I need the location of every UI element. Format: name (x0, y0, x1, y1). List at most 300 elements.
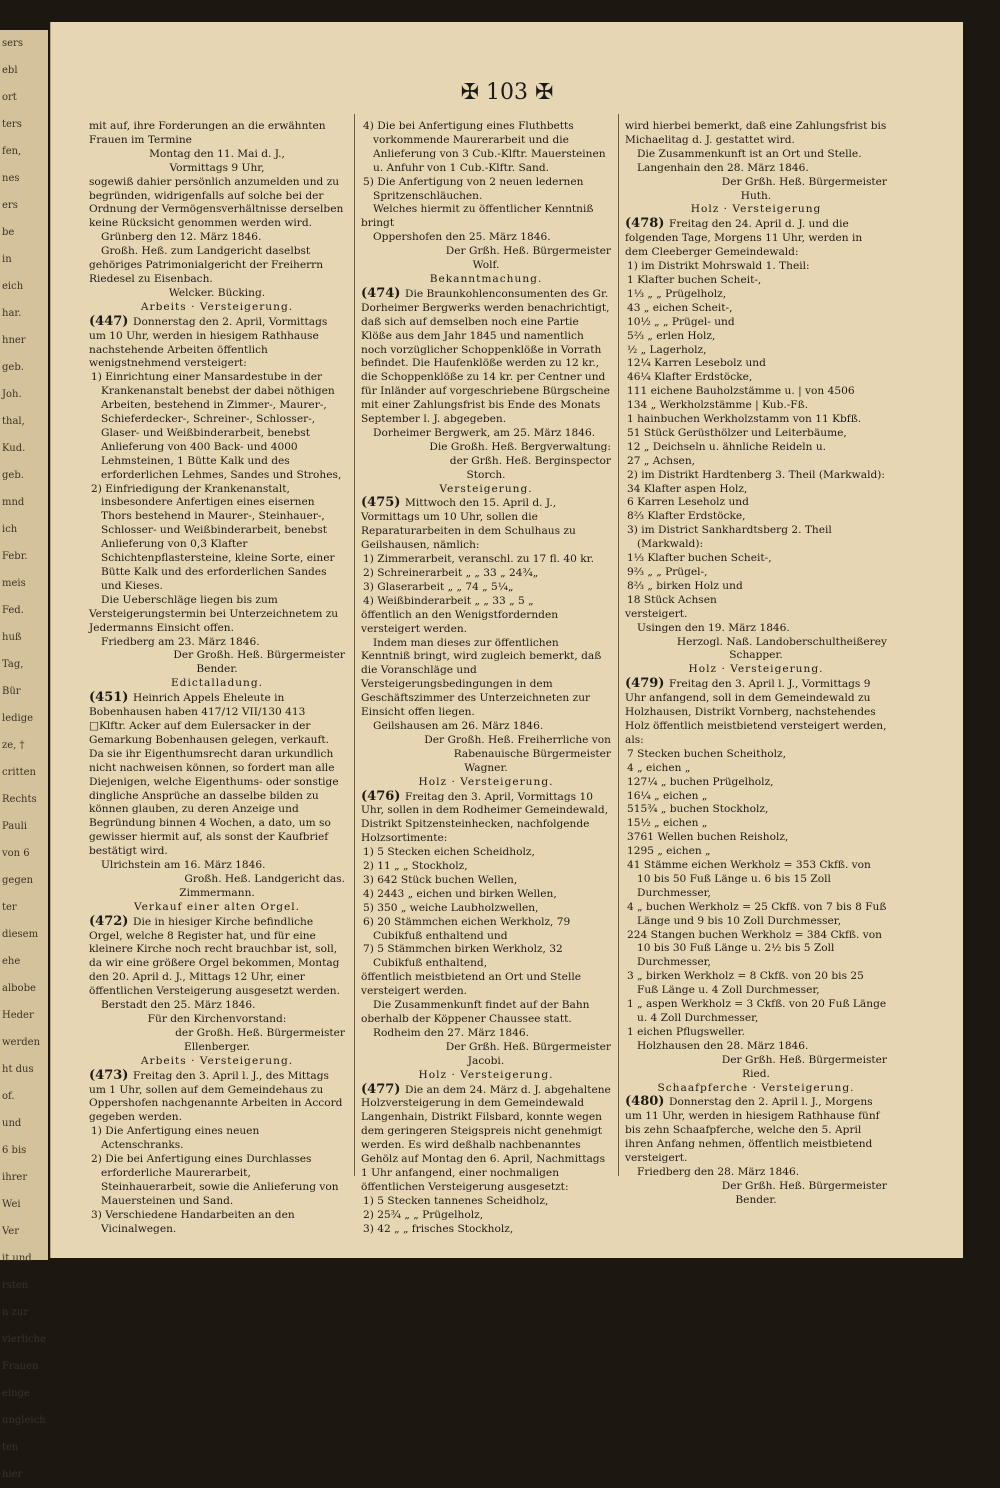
previous-page-fragment: ihrer (2, 1172, 28, 1183)
text-line (361, 231, 611, 245)
text: 3) 42 „ „ frisches Stockholz, (363, 1222, 514, 1235)
text-line (625, 217, 887, 260)
text-line (89, 1153, 345, 1209)
section-heading (89, 901, 345, 915)
text: Berstadt den 25. März 1846. (101, 999, 256, 1012)
previous-page-fragment: werden (2, 1037, 41, 1048)
text: Der Grßh. Heß. Bürgermeister (721, 1179, 887, 1192)
text: 224 Stangen buchen Werkholz = 384 Ckfß. von 10 bis 30 Fuß Länge u. 2½ bis 5 Zoll Durchmesser, (627, 928, 882, 969)
text-line (361, 860, 611, 874)
text-line (625, 385, 887, 399)
notice-number: (477) (361, 1081, 405, 1097)
text-line (625, 524, 887, 552)
text: 4) Weißbinderarbeit „ „ 33 „ 5 „ (363, 594, 534, 607)
text: Holz · Versteigerung. (418, 1068, 554, 1081)
previous-page-fragment: eich (2, 281, 24, 292)
text: Freitag den 3. April l. J., des Mittags um 1 Uhr, sollen auf dem Gemeindehaus zu Oppershofen nachgenannte Arbeiten in Accord gegeben werden. (89, 1069, 343, 1124)
previous-page-fragment: of. (2, 1091, 15, 1102)
text: 51 Stück Gerüsthölzer und Leiterbäume, (627, 426, 847, 439)
text-line (361, 203, 611, 231)
text-line (625, 371, 887, 385)
text-line (89, 649, 345, 663)
text: Verkauf einer alten Orgel. (133, 900, 300, 913)
text: wird hierbei bemerkt, daß eine Zahlungsfrist bis Michaelitag d. J. gestattet wird. (625, 120, 887, 146)
text-line (625, 845, 887, 859)
previous-page-fragment: Wei (2, 1199, 21, 1210)
text-line (625, 790, 887, 804)
text: der Grßh. Heß. Berginspector (449, 454, 611, 467)
text-line (625, 357, 887, 371)
previous-page-fragment: Heder (2, 1010, 34, 1021)
text-line (625, 859, 887, 901)
text-line (89, 1013, 345, 1027)
previous-page-fragment: geb. (2, 362, 24, 373)
previous-page-fragment: huß (2, 632, 22, 643)
text-line (361, 581, 611, 595)
notice-number: (474) (361, 285, 405, 301)
text-line (625, 803, 887, 817)
text: Die Ueberschläge liegen bis zum Versteigerungstermin bei Unterzeichnetem zu Jedermanns Einsicht offen. (89, 593, 339, 634)
text: Der Großh. Heß. Bürgermeister (173, 649, 345, 662)
text: 5⅔ „ erlen Holz, (627, 329, 716, 342)
text-line (89, 245, 345, 287)
text-line (625, 274, 887, 288)
previous-page-fragment: critten (2, 767, 36, 778)
text: 1 „ aspen Werkholz = 3 Ckfß. von 20 Fuß Länge u. 4 Zoll Durchmesser, (627, 998, 887, 1024)
text-line (361, 1195, 611, 1209)
text-line (89, 915, 345, 999)
previous-page-fragment: be (2, 227, 15, 238)
text-line (625, 677, 887, 748)
notice-number: (480) (625, 1094, 669, 1110)
text-line (625, 929, 887, 971)
text-line (625, 413, 887, 427)
section-heading (625, 1082, 887, 1096)
text: Bender. (735, 1193, 777, 1206)
text: 1) 5 Stecken tannenes Scheidholz, (363, 1194, 549, 1207)
text: Montag den 11. Mai d. J., (149, 147, 285, 160)
text: 5) 350 „ weiche Laubholzwellen, (363, 901, 539, 914)
text: 6) 20 Stämmchen eichen Werkholz, 79 Cubikfuß enthaltend und (363, 915, 571, 942)
text-line (89, 287, 345, 301)
notice-number: (473) (89, 1067, 133, 1083)
previous-page-fragment: Fed. (2, 605, 24, 616)
text: Die Zusammenkunft ist an Ort und Stelle. (637, 147, 862, 160)
text-line (361, 734, 611, 762)
text-line (89, 162, 345, 176)
text: Donnerstag den 2. April l. J., Morgens um 11 Uhr, werden in hiesigem Rathhause fünf bis zehn Schaafpferche, welche den 5. April ihren Anfang nehmen, öffentlich meistbietend versteigert. (625, 1096, 880, 1165)
section-heading (89, 677, 345, 691)
text: Storch. (466, 468, 506, 481)
text: Vormittags 9 Uhr, (169, 161, 265, 174)
previous-page-fragment: Ver (2, 1226, 20, 1237)
notice-number: (478) (625, 216, 669, 232)
notice-number: (451) (89, 690, 133, 706)
previous-page-fragment: Frauen (2, 1361, 39, 1372)
text-line (361, 999, 611, 1027)
text: Oppershofen den 25. März 1846. (373, 231, 551, 244)
text: Welcker. Bücking. (168, 286, 266, 299)
previous-page-fragment: har. (2, 308, 22, 319)
previous-page-fragment: 6 bis (2, 1145, 27, 1156)
text-line (361, 567, 611, 581)
text: 3) Glaserarbeit „ „ 74 „ 5¼„ (363, 580, 514, 593)
text-line (361, 441, 611, 455)
text-line (625, 427, 887, 441)
text: Die Großh. Heß. Bergverwaltung: (429, 440, 611, 453)
text: Arbeits · Versteigerung. (140, 300, 294, 313)
text-line (625, 120, 887, 148)
text-line (89, 1125, 345, 1153)
text: 4 „ buchen Werkholz = 25 Ckfß. von 7 bis 8 Fuß Länge und 9 bis 10 Zoll Durchmesser, (627, 900, 887, 927)
previous-page-fragment: meis (2, 578, 26, 589)
previous-page-fragment: hier (2, 1469, 23, 1480)
text: 3 „ birken Werkholz = 8 Ckfß. von 20 bis 25 Fuß Länge u. 4 Zoll Durchmesser, (627, 970, 864, 997)
previous-page-fragment: rsten (2, 1280, 29, 1291)
text: 2) Einfriedigung der Krankenanstalt, insbesondere Anfertigen eines eisernen Thors bestehend in Maurer-, Steinhauer-, Schlosser- und Weißbinderarbeit, benebst Anlieferung von 0,3 Klafter Schichtenpflastersteine, kleine Sorte, einer Bütte Kalk und des erforderlichen Sandes und Kieses. (91, 482, 335, 592)
previous-page-fragment: nes (2, 173, 20, 184)
text-line (89, 1209, 345, 1237)
text: 18 Stück Achsen (627, 593, 717, 606)
text-line (361, 790, 611, 847)
section-heading (361, 483, 611, 497)
text: Huth. (740, 189, 772, 202)
text: 41 Stämme eichen Werkholz = 353 Ckfß. von 10 bis 50 Fuß Länge u. 6 bis 15 Zoll Durchmesser, (627, 859, 871, 899)
text: Welches hiermit zu öffentlicher Kenntniß bringt (361, 203, 594, 230)
text: 1) Zimmerarbeit, veranschl. zu 17 fl. 40 kr. (363, 553, 594, 566)
text: 127¼ „ buchen Prügelholz, (627, 775, 774, 788)
text: Holz · Versteigerung. (418, 775, 554, 788)
text-line (625, 1180, 887, 1194)
text-line (625, 1054, 887, 1068)
text: 3761 Wellen buchen Reisholz, (627, 831, 789, 844)
section-heading (361, 1069, 611, 1083)
text: Friedberg am 23. März 1846. (101, 635, 260, 648)
text-line (89, 887, 345, 901)
previous-page-fragment: ort (2, 92, 17, 103)
text-line (625, 288, 887, 302)
previous-page-fragment: ehe (2, 956, 21, 967)
page-number: ✠ 103 ✠ (460, 80, 554, 105)
text: 46¼ Klafter Erdstöcke, (627, 371, 753, 384)
text: 3) Verschiedene Handarbeiten an den Vicinalwegen. (91, 1208, 295, 1235)
text: Grünberg den 12. März 1846. (101, 231, 262, 244)
text-line (361, 595, 611, 609)
text-line (361, 427, 611, 441)
text: Holz · Versteigerung (690, 203, 822, 216)
text: 2) 11 „ „ Stockholz, (363, 860, 468, 873)
text: versteigert. (625, 607, 688, 620)
text: Heinrich Appels Eheleute in Bobenhausen haben 417/12 VII/130 413 □Klftr. Acker auf dem Eulersacker in der Gemarkung Bobenhausen gelegen, verkauft. Da sie ihr Eigenthumsrecht daran urkundlich nicht nachweisen können, so fordert man alle Diejenigen, welche Eigenthums- oder sonstige dingliche Ansprüche an dasselbe bilden zu können glauben, zu deren Anzeige und Begründung binnen 4 Wochen, a dato, um so gewisser hiermit auf, als sonst der Kaufbrief bestätigt wird. (89, 692, 339, 858)
column-2 (361, 120, 611, 1237)
section-heading (89, 1055, 345, 1069)
text: 27 „ Achsen, (627, 454, 696, 467)
text: Mittwoch den 15. April d. J., Vormittags um 10 Uhr, sollen die Reparaturarbeiten in dem Schulhaus zu Geilshausen, nämlich: (361, 497, 576, 552)
text-line (625, 399, 887, 413)
text: Rodheim den 27. März 1846. (373, 1026, 529, 1039)
text-line (625, 831, 887, 845)
text-line (625, 649, 887, 663)
text-line (625, 190, 887, 204)
text: Großh. Heß. Landgericht das. (184, 872, 345, 885)
text: 34 Klafter aspen Holz, (627, 482, 748, 495)
text-line (361, 720, 611, 734)
column-rule (618, 114, 619, 1176)
text: öffentlich meistbietend an Ort und Stelle versteigert werden. (361, 971, 581, 998)
text: Der Grßh. Heß. Bürgermeister (721, 1053, 887, 1066)
text-line (625, 496, 887, 510)
text-line (89, 859, 345, 873)
text-line (625, 762, 887, 776)
previous-page-fragment: einge (2, 1388, 30, 1399)
text-line (625, 162, 887, 176)
section-heading (625, 203, 887, 217)
text: Freitag den 24. April d. J. und die folgenden Tage, Morgens 11 Uhr, werden in dem Cleeberger Gemeindewald: (625, 218, 863, 259)
text-line (89, 315, 345, 372)
previous-page-fragment: Pauli (2, 821, 28, 832)
text-line (625, 1040, 887, 1054)
text: Jacobi. (467, 1054, 505, 1067)
text: Wolf. (472, 259, 500, 272)
text: Wagner. (464, 761, 508, 774)
text: Die Braunkohlenconsumenten des Gr. Dorheimer Bergwerks werden benachrichtigt, daß sich auf demselben noch eine Partie Klöße aus dem Jahr 1845 und namentlich noch vorzüglicher Schoppenklöße in Vorrath befindet. Die Haufenklöße werden zu 12 kr., die Schoppenklöße zu 14 kr. per Centner und für Inländer auf vorgeschriebene Bürgscheine mit einer Zahlungsfrist bis Ende des Monats September l. J. abgegeben. (361, 287, 610, 426)
notice-number: (447) (89, 313, 133, 329)
text: Edictalladung. (170, 677, 264, 690)
text-line (625, 483, 887, 497)
section-heading (361, 776, 611, 790)
previous-page-fragment: in (2, 254, 12, 265)
text: Freitag den 3. April, Vormittags 10 Uhr, sollen in dem Rodheimer Gemeindewald, Distrikt Spitzensteinhecken, nachfolgende Holzsortimente: (361, 790, 609, 845)
text: Die in hiesiger Kirche befindliche Orgel, welche 8 Register hat, und für eine kleinere Kirche noch recht brauchbar ist, soll, da wir eine größere Orgel bekommen, Montag den 20. April d. J., Mittags 12 Uhr, einer öffentlichen Versteigerung ausgesetzt werden. (89, 915, 340, 998)
text: Ulrichstein am 16. März 1846. (101, 859, 266, 872)
text-line (625, 901, 887, 929)
text-line (89, 120, 345, 148)
text: 1) Einrichtung einer Mansardestube in der Krankenanstalt benebst der dabei nöthigen Arbeiten, bestehend in Zimmer-, Maurer-, Schieferdecker-, Schreiner-, Schlosser-, Glaser- und Weißbinderarbeit, benebst Anlieferung von 400 Back- und 4000 Lehmsteinen, 1 Bütte Kalk und des erforderlichen Lehmes, Sandes und Strohes, (91, 371, 342, 481)
text: Arbeits · Versteigerung. (140, 1054, 294, 1067)
text: Bekanntmachung. (429, 272, 543, 285)
text: 1) Die Anfertigung eines neuen Actenschranks. (91, 1125, 260, 1152)
text: Freitag den 3. April l. J., Vormittags 9 Uhr anfangend, soll in dem Gemeindewald zu Holzhausen, Distrikt Vornberg, nachstehendes Holz öffentlich meistbietend versteigert werden, als: (625, 678, 887, 746)
text-line (361, 1083, 611, 1195)
text-line (361, 637, 611, 720)
previous-page-fragment: von 6 (2, 848, 30, 859)
previous-page-edge (0, 30, 48, 1480)
text-line (625, 1095, 887, 1166)
notice-number: (472) (89, 913, 133, 929)
previous-page-fragment: it und (2, 1253, 32, 1264)
text: 5) Die Anfertigung von 2 neuen ledernen Spritzenschläuchen. (363, 175, 584, 202)
text: 1 eichen Pflugsweller. (627, 1025, 745, 1038)
previous-page-fragment: vierliche (2, 1334, 46, 1345)
previous-page-fragment: ters (2, 119, 22, 130)
text-line (89, 999, 345, 1013)
text-line (625, 1026, 887, 1040)
text-line (361, 971, 611, 999)
text: 1) im Distrikt Mohrswald 1. Theil: (627, 260, 810, 273)
text: Holz · Versteigerung. (688, 663, 824, 676)
text-line (89, 148, 345, 162)
previous-page-fragment: n zur (2, 1307, 29, 1318)
text-line (361, 762, 611, 776)
column-1 (89, 120, 345, 1237)
text: Holzhausen den 28. März 1846. (637, 1039, 809, 1052)
notice-number: (475) (361, 495, 405, 511)
previous-page-fragment: ich (2, 524, 18, 535)
text-line (625, 608, 887, 622)
text-line (625, 970, 887, 998)
text-line (89, 691, 345, 859)
text: 111 eichene Bauholzstämme u. | von 4506 (627, 385, 855, 398)
text: 515¾ „ buchen Stockholz, (627, 803, 769, 816)
text: 4) Die bei Anfertigung eines Fluthbetts vorkommende Maurerarbeit und die Anlieferung von 3 Cub.-Klftr. Mauersteinen u. Anfuhr von 1 Cub.-Klftr. Sand. (363, 120, 606, 174)
text: 9⅔ „ „ Prügel-, (627, 566, 708, 578)
text-line (89, 1069, 345, 1126)
text-line (361, 496, 611, 553)
previous-page-fragment: hner (2, 335, 26, 346)
text-line (361, 1223, 611, 1237)
text: Der Großh. Heß. Freiherrliche von Rabenauische Bürgermeister (424, 733, 611, 760)
notice-number: (476) (361, 788, 405, 804)
text: 4 „ eichen „ (627, 761, 691, 774)
previous-page-fragment: geb. (2, 470, 24, 481)
previous-page-fragment: albobe (2, 983, 36, 994)
text: der Großh. Heß. Bürgermeister (175, 1026, 345, 1039)
text-line (361, 943, 611, 971)
text: Ellenberger. (183, 1040, 251, 1053)
text: Bender. (196, 663, 238, 676)
text-line (89, 231, 345, 245)
previous-page-fragment: fen, (2, 146, 22, 157)
previous-page-fragment: Kud. (2, 443, 26, 454)
previous-page-fragment: ze, † (2, 740, 25, 751)
text-line (361, 120, 611, 176)
text: Der Grßh. Heß. Bürgermeister (721, 175, 887, 188)
text-line (625, 455, 887, 469)
text: Schapper. (729, 649, 783, 662)
section-heading (89, 301, 345, 315)
text: Donnerstag den 2. April, Vormittags um 10 Uhr, werden in hiesigem Rathhause nachstehende Arbeiten öffentlich wenigstnehmend versteigert: (89, 315, 328, 370)
text: 15½ „ eichen „ (627, 817, 708, 830)
previous-page-fragment: sers (2, 38, 23, 49)
text: 1 Klafter buchen Scheit-, (627, 273, 762, 286)
column-rule (354, 114, 355, 1176)
text: 1) 5 Stecken eichen Scheidholz, (363, 846, 535, 859)
text: 10½ „ „ Prügel- und (627, 315, 735, 328)
text-line (625, 622, 887, 636)
text-line (625, 1068, 887, 1082)
text: Herzogl. Naß. Landoberschultheißerey (676, 635, 887, 648)
text: Geilshausen am 26. März 1846. (373, 719, 544, 732)
text: 2) Die bei Anfertigung eines Durchlasses erforderliche Maurerarbeit, Steinhauerarbeit, sowie die Anlieferung von Mauersteinen und Sand. (91, 1153, 339, 1207)
text-line (89, 1027, 345, 1041)
text: 8⅔ Klafter Erdstöcke, (627, 510, 746, 523)
previous-page-fragment: ungleich (2, 1415, 46, 1426)
text-line (89, 636, 345, 650)
text-line (361, 287, 611, 427)
text-line (625, 330, 887, 344)
text: Die an dem 24. März d. J. abgehaltene Holzversteigerung in dem Gemeindewald Langenhain, Distrikt Filsbard, konnte wegen dem geringeren Steigspreis nicht genehmigt werden. Es wird deßhalb nachbenanntes Gehölz auf Montag den 6. April, Nachmittags 1 Uhr anfangend, einer nochmaligen öffentlichen Versteigerung ausgesetzt: (361, 1083, 611, 1193)
text: Der Grßh. Heß. Bürgermeister (445, 1040, 611, 1053)
text-line (625, 302, 887, 316)
text: öffentlich an den Wenigstfordernden versteigert werden. (361, 608, 559, 635)
section-heading (361, 273, 611, 287)
section-heading (625, 663, 887, 677)
text-line (625, 748, 887, 762)
text-line (361, 245, 611, 259)
text: Die Zusammenkunft findet auf der Bahn oberhalb der Köppener Chaussee statt. (361, 999, 590, 1025)
text-line (625, 1166, 887, 1180)
text-line (625, 510, 887, 524)
previous-page-fragment: Rechts (2, 794, 37, 805)
previous-page-fragment: mnd (2, 497, 25, 508)
text-line (625, 148, 887, 162)
text: 2) 25¾ „ „ Prügelholz, (363, 1208, 484, 1221)
text: Usingen den 19. März 1846. (637, 621, 790, 634)
text: 7 Stecken buchen Scheitholz, (627, 747, 786, 760)
text: Zimmermann. (179, 886, 255, 899)
text: Für den Kirchenvorstand: (147, 1013, 287, 1025)
text: 6 Karren Leseholz und (627, 496, 749, 509)
text-line (361, 888, 611, 902)
text-line (625, 316, 887, 330)
text: 12¼ Karren Lesebolz und (627, 357, 766, 370)
text: Ried. (742, 1067, 770, 1080)
text: Dorheimer Bergwerk, am 25. März 1846. (373, 426, 596, 439)
previous-page-fragment: ers (2, 200, 18, 211)
text: 1⅓ „ „ Prügelholz, (627, 287, 727, 300)
text: 2) Schreinerarbeit „ „ 33 „ 24¾„ (363, 567, 539, 579)
text-line (625, 260, 887, 274)
text-line (361, 176, 611, 204)
text-line (625, 998, 887, 1026)
text: Schaafpferche · Versteigerung. (657, 1081, 855, 1094)
text-line (89, 483, 345, 594)
text: mit auf, ihre Forderungen an die erwähnten Frauen im Termine (89, 120, 326, 146)
text-line (361, 609, 611, 637)
text-line (361, 1209, 611, 1223)
previous-page-fragment: ten (2, 1442, 19, 1453)
text: 4) 2443 „ eichen und birken Wellen, (363, 887, 557, 900)
text: Großh. Heß. zum Landgericht daselbst gehöriges Patrimonialgericht der Freiherrn Riedesel zu Eisenbach. (89, 245, 324, 285)
previous-page-fragment: ebl (2, 65, 18, 76)
previous-page-fragment: thal, (2, 416, 25, 427)
text-line (625, 441, 887, 455)
text-line (625, 566, 887, 580)
previous-page-fragment: ht dus (2, 1064, 34, 1075)
text-line (625, 776, 887, 790)
previous-page-fragment: gegen (2, 875, 34, 886)
text-line (625, 594, 887, 608)
notice-number: (479) (625, 676, 669, 692)
text-line (89, 873, 345, 887)
text-line (89, 594, 345, 636)
text: ½ „ Lagerholz, (627, 343, 707, 356)
text-line (625, 344, 887, 358)
text-line (89, 1041, 345, 1055)
text: 43 „ eichen Scheit-, (627, 301, 733, 314)
text-line (625, 552, 887, 566)
text: 1295 „ eichen „ (627, 845, 711, 858)
text: 12 „ Deichseln u. ähnliche Reideln u. (627, 440, 827, 453)
text-line (625, 469, 887, 483)
text-line (361, 553, 611, 567)
newspaper-page (50, 22, 963, 1258)
text-line (361, 874, 611, 888)
text-line (625, 580, 887, 594)
text-line (89, 176, 345, 232)
previous-page-fragment: ledige (2, 713, 34, 724)
text: 8⅔ „ birken Holz und (627, 579, 743, 592)
